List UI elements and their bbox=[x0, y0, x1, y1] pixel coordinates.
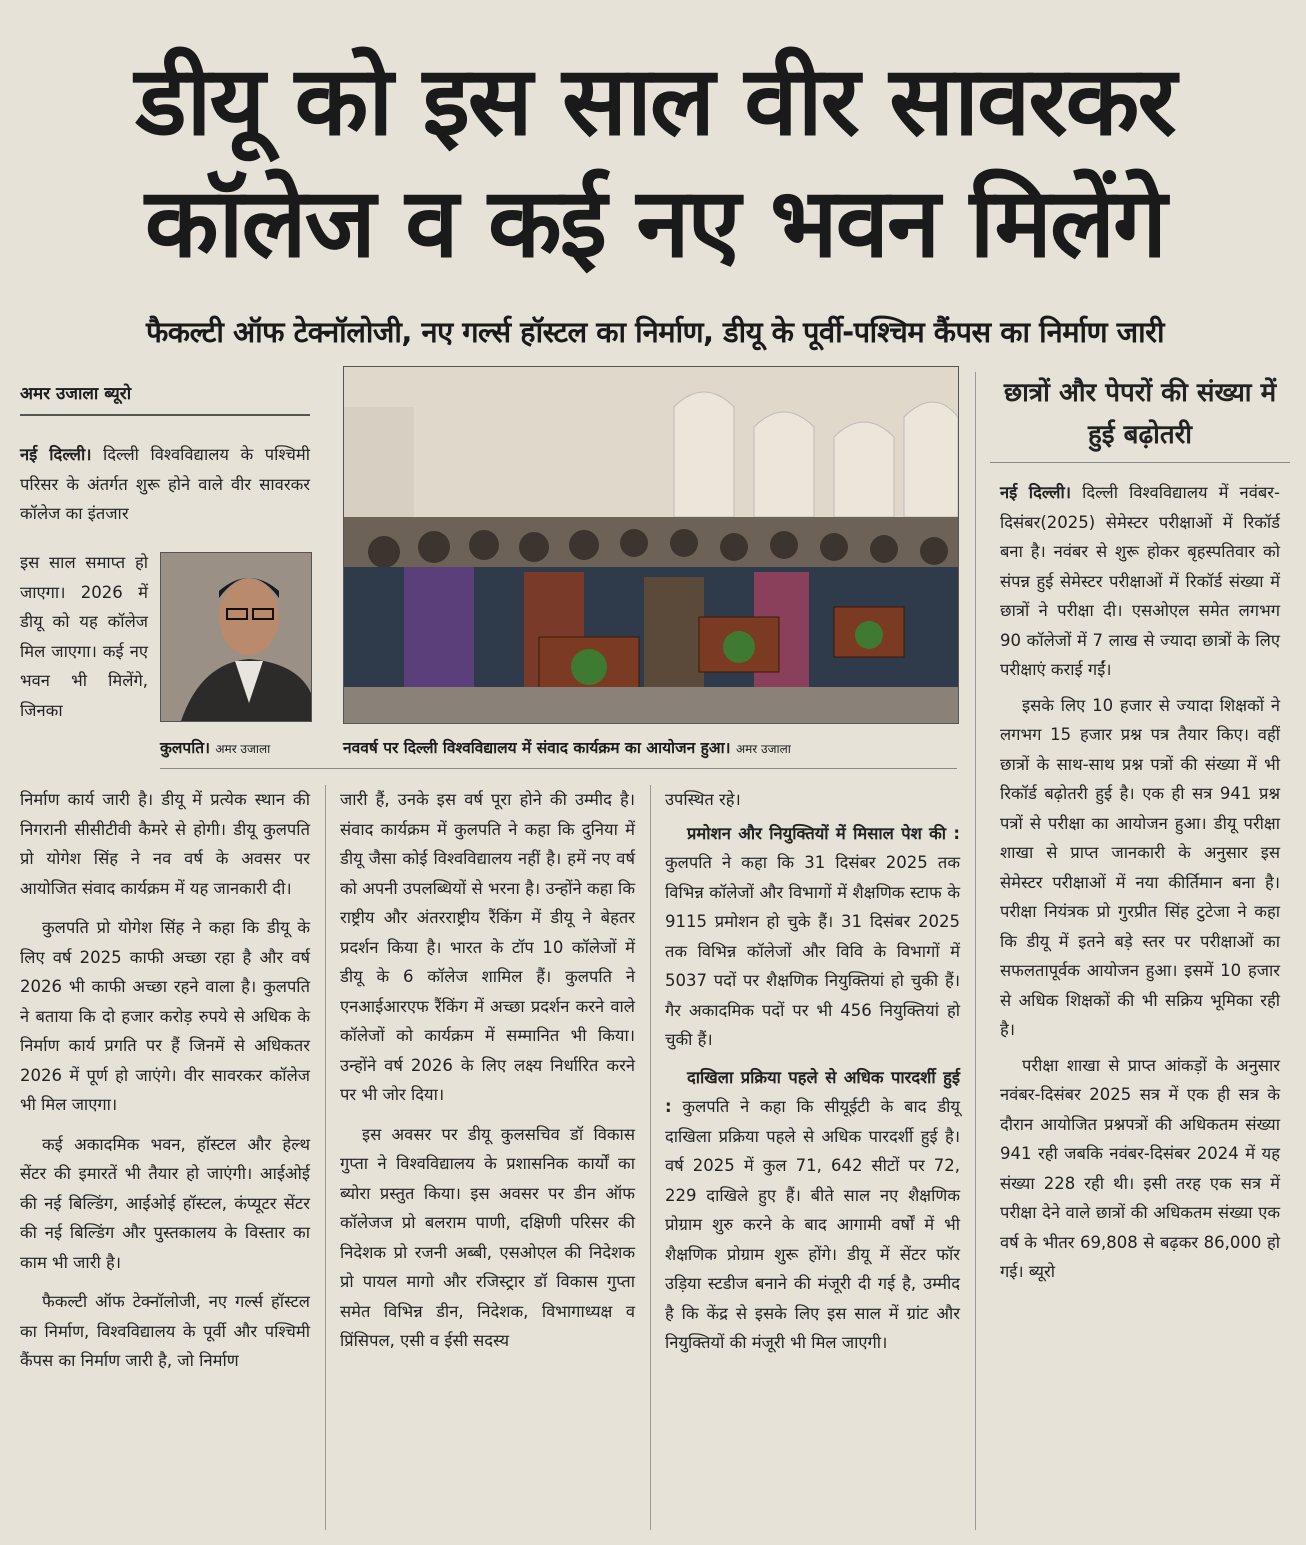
sidebar-p1: दिल्ली विश्वविद्यालय में नवंबर-दिसंबर(2025) सेमेस्टर परीक्षाओं में रिकॉर्ड बना है। नवंबर से शुरू होकर बृहस्पतिवार को संपन्न हुई सेमेस्टर परीक्षाओं में रिकॉर्ड संख्या में छात्रों ने परीक्षा दी। एसओएल समेत लगभग 90 कॉलेजों में 7 लाख से ज्यादा छात्रों के लिए परीक्षाएं कराई गईं। bbox=[1000, 483, 1280, 679]
sidebar-dateline: नई दिल्ली। bbox=[1000, 483, 1072, 502]
col2-p1: जारी हैं, उनके इस वर्ष पूरा होने की उम्मीद है। संवाद कार्यक्रम में कुलपति ने कहा कि दुनिया में डीयू जैसा कोई विश्वविद्यालय नहीं है। हमें नए वर्ष को अपनी उपलब्धियों से भरना है। उन्होंने कहा कि राष्ट्रीय और अंतरराष्ट्रीय रैंकिंग में डीयू ने बेहतर प्रदर्शन किया है। भारत के टॉप 10 कॉलेजों में डीयू के 6 कॉलेज शामिल हैं। कुलपति ने एनआईआरएफ रैंकिंग में अच्छा प्रदर्शन करने वाले कॉलेजों को कार्यक्रम में सम्मानित भी किया। उन्होंने वर्ष 2026 के लिए लक्ष्य निर्धारित करने पर भी जोर दिया। bbox=[340, 790, 635, 1104]
photo-main-caption bbox=[343, 735, 791, 762]
byline: अमर उजाला ब्यूरो bbox=[20, 380, 310, 416]
photo-main-credit: अमर उजाला bbox=[735, 742, 791, 756]
column-rule-3 bbox=[975, 372, 976, 1530]
column-rule-1 bbox=[325, 785, 326, 1530]
subheadline: फैकल्टी ऑफ टेक्नॉलोजी, नए गर्ल्स हॉस्टल का निर्माण, डीयू के पूर्वी-पश्चिम कैंपस का निर्माण जारी bbox=[145, 315, 1165, 349]
col1-p4: फैकल्टी ऑफ टेक्नॉलोजी, नए गर्ल्स हॉस्टल का निर्माण, विश्वविद्यालय के पूर्वी और पश्चिमी कैंपस का निर्माण जारी है, जो निर्माण bbox=[20, 1292, 310, 1370]
headline: डीयू को इस साल वीर सावरकर कॉलेज व कई नए भवन मिलेंगे bbox=[135, 45, 1175, 279]
column-rule-2 bbox=[650, 785, 651, 1530]
sidebar-divider bbox=[990, 462, 1290, 463]
sidebar-p3: परीक्षा शाखा से प्राप्त आंकड़ों के अनुसार नवंबर-दिसंबर 2025 सत्र में एक ही सत्र के दौरान आयोजित प्रश्नपत्रों की अधिकतम संख्या 941 रही जबकि नवंबर-दिसंबर 2024 में यह संख्या 228 रही थी। इसी तरह एक सत्र में परीक्षा देने वाले छात्रों की अधिकतम संख्या एक वर्ष के भीतर 69,808 से बढ़कर 86,000 हो गई। ब्यूरो bbox=[1000, 1055, 1280, 1281]
col1-p3: कई अकादमिक भवन, हॉस्टल और हेल्थ सेंटर की इमारतें भी तैयार हो जाएंगी। आईओई की नई बिल्डिंग, आईओई हॉस्टल, कंप्यूटर सेंटर की नई बिल्डिंग और पुस्तकालय के विस्तार का काम भी जारी है। bbox=[20, 1134, 310, 1272]
photo-small-caption-text: कुलपति। bbox=[160, 739, 210, 757]
col1-p2: कुलपति प्रो योगेश सिंह ने कहा कि डीयू के लिए वर्ष 2025 काफी अच्छा रहा है और वर्ष 2026 भी काफी अच्छा रहने वाला है। कुलपति ने बताया कि दो हजार करोड़ रुपये से अधिक के निर्माण कार्य प्रगति पर हैं जिनमें से अधिकतर 2026 में पूर्ण हो जाएंगे। वीर सावरकर कॉलेज भी मिल जाएगा। bbox=[20, 918, 310, 1114]
vice-chancellor-portrait-image bbox=[161, 553, 311, 721]
col3-p0: उपस्थित रहे। bbox=[665, 790, 741, 809]
vice-chancellor-photo bbox=[160, 552, 312, 722]
photo-small-caption bbox=[160, 735, 270, 762]
col3-heading-2: दाखिला प्रक्रिया पहले से अधिक पारदर्शी हुई : bbox=[665, 1067, 960, 1116]
col2 bbox=[340, 785, 635, 1356]
col1-dateline: नई दिल्ली। bbox=[20, 445, 92, 464]
col1-bottom bbox=[20, 785, 310, 1376]
photo-small-credit: अमर उजाला bbox=[215, 742, 271, 756]
sidebar-title: छात्रों और पेपरों की संख्या में हुई बढ़ोतरी bbox=[1003, 378, 1277, 450]
caption-divider bbox=[160, 768, 957, 769]
col3-heading-1: प्रमोशन और नियुक्तियों में मिसाल पेश की : bbox=[687, 823, 960, 843]
photo-main-caption-text: नववर्ष पर दिल्ली विश्वविद्यालय में संवाद कार्यक्रम का आयोजन हुआ। bbox=[343, 739, 731, 757]
col1-p1-a: दिल्ली विश्वविद्यालय के पश्चिमी परिसर के अंतर्गत शुरू होने वाले वीर सावरकर कॉलेज का इंतजार bbox=[20, 445, 310, 523]
event-photo bbox=[343, 366, 959, 724]
col3-p1: कुलपति ने कहा कि 31 दिसंबर 2025 तक विभिन्न कॉलेजों और विभागों में शैक्षणिक स्टाफ के 9115 प्रमोशन हो चुके हैं। 31 दिसंबर 2025 तक विभिन्न कॉलेजों और विवि के विभागों में 5037 पदों पर शैक्षणिक नियुक्तियां हो चुकी हैं। गैर अकादमिक पदों पर भी 456 नियुक्तियां हो चुकी हैं। bbox=[665, 853, 960, 1049]
sidebar-body bbox=[1000, 478, 1280, 1287]
sidebar-p2: इसके लिए 10 हजार से ज्यादा शिक्षकों ने लगभग 15 हजार प्रश्न पत्र तैयार किए। वहीं छात्रों के साथ-साथ प्रश्न पत्रों की संख्या में भी रिकॉर्ड बढ़ोतरी हुई है। एक ही सत्र 941 प्रश्न पत्रों से परीक्षा का आयोजन हुआ। डीयू परीक्षा शाखा से प्राप्त जानकारी के अनुसार इस सेमेस्टर परीक्षाओं में नया कीर्तिमान बना है। परीक्षा नियंत्रक प्रो गुरप्रीत सिंह टुटेजा ने कहा कि डीयू में इतने बड़े स्तर पर परीक्षाओं का सफलतापूर्वक आयोजन हुआ। इसमें 10 हजार से अधिक शिक्षकों की भी सक्रिय भूमिका रही है। bbox=[1000, 695, 1280, 1039]
col1-narrow bbox=[20, 548, 148, 725]
col3 bbox=[665, 785, 960, 1358]
col1-p1-c: निर्माण कार्य जारी है। डीयू में प्रत्येक स्थान की निगरानी सीसीटीवी कैमरे से होगी। डीयू कुलपति प्रो योगेश सिंह ने नव वर्ष के अवसर पर आयोजित संवाद कार्यक्रम में यह जानकारी दी। bbox=[20, 790, 310, 898]
col1-p1-b: इस साल समाप्त हो जाएगा। 2026 में डीयू को यह कॉलेज मिल जाएगा। कई नए भवन भी मिलेंगे, जिनका bbox=[20, 553, 148, 720]
auditorium-audience-image bbox=[344, 367, 958, 723]
col2-p2: इस अवसर पर डीयू कुलसचिव डॉ विकास गुप्ता ने विश्वविद्यालय के प्रशासनिक कार्यों का ब्योरा प्रस्तुत किया। इस अवसर पर डीन ऑफ कॉलेजज प्रो बलराम पाणी, दक्षिणी परिसर की निदेशक प्रो रजनी अब्बी, एसओएल की निदेशक प्रो पायल मागो और रजिस्ट्रार डॉ विकास गुप्ता समेत विभिन्न डीन, निदेशक, विभागाध्यक्ष व प्रिंसिपल, एसी व ईसी सदस्य bbox=[340, 1124, 635, 1350]
col3-p2: कुलपति ने कहा कि सीयूईटी के बाद डीयू दाखिला प्रक्रिया पहले से अधिक पारदर्शी हुई है। वर्ष 2025 में कुल 71, 642 सीटों पर 72, 229 दाखिले हुए हैं। बीते साल नए शैक्षणिक प्रोग्राम शुरु करने के बाद आगामी वर्षों में भी शैक्षणिक प्रोग्राम शुरू होंगे। डीयू में सेंटर फॉर उड़िया स्टडीज बनाने की मंजूरी दी गई है, उम्मीद है कि केंद्र से इसके लिए इस साल में ग्रांट और नियुक्तियों की मंजूरी भी मिल जाएगी। bbox=[665, 1097, 961, 1352]
col1-top bbox=[20, 440, 310, 529]
